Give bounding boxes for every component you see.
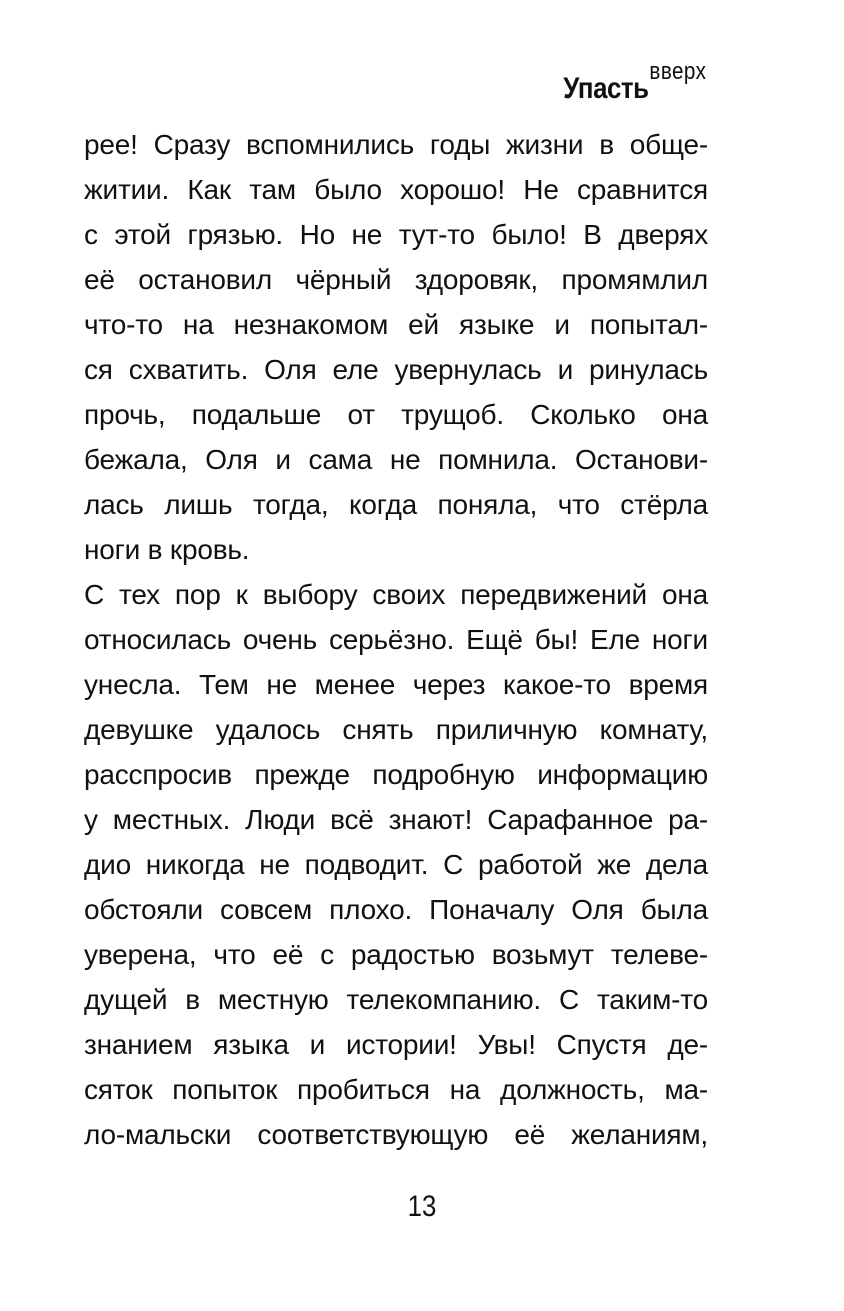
page-number: 13 [407,1190,437,1223]
text-line: С тех пор к выбору своих передвижений она [84,579,708,610]
text-line: ло-мальски соответствующую её желаниям, [84,1119,708,1150]
running-header [562,58,706,105]
text-line: уверена, что её с радостью возьмут телеве- [84,939,708,970]
text-line: рее! Сразу вспомнились годы жизни в обще- [84,129,708,160]
text-line: прочь, подальше от трущоб. Сколько она [84,399,708,430]
text-line-paragraph-end: ноги в кровь. [84,534,250,565]
text-line: её остановил чёрный здоровяк, промямлил [84,264,708,295]
text-line: относилась очень серьёзно. Ещё бы! Еле ноги [84,624,708,655]
text-line: ся схватить. Оля еле увернулась и ринулась [84,354,708,385]
text-line: сяток попыток пробиться на должность, ма- [84,1074,708,1105]
text-line: с этой грязью. Но не тут-то было! В дверях [84,219,708,250]
text-line: житии. Как там было хорошо! Не сравнится [84,174,708,205]
text-line: девушке удалось снять приличную комнату, [84,714,708,745]
text-line: дущей в местную телекомпанию. С таким-то [84,984,708,1015]
text-line: знанием языка и истории! Увы! Спустя де- [84,1029,708,1060]
text-line: дио никогда не подводит. С работой же дела [84,849,708,880]
running-header-title: Упасть [562,72,649,105]
text-line: бежала, Оля и сама не помнила. Останови- [84,444,708,475]
text-line: что-то на незнакомом ей языке и попытал- [84,309,708,340]
text-line: обстояли совсем плохо. Поначалу Оля была [84,894,708,925]
body-text [84,122,708,1157]
text-line: лась лишь тогда, когда поняла, что стёрла [84,489,708,520]
running-header-title-superscript: вверх [649,58,706,85]
text-line: расспросив прежде подробную информацию [84,759,708,790]
text-line: у местных. Люди всё знают! Сарафанное ра- [84,804,708,835]
text-line: унесла. Тем не менее через какое-то время [84,669,708,700]
